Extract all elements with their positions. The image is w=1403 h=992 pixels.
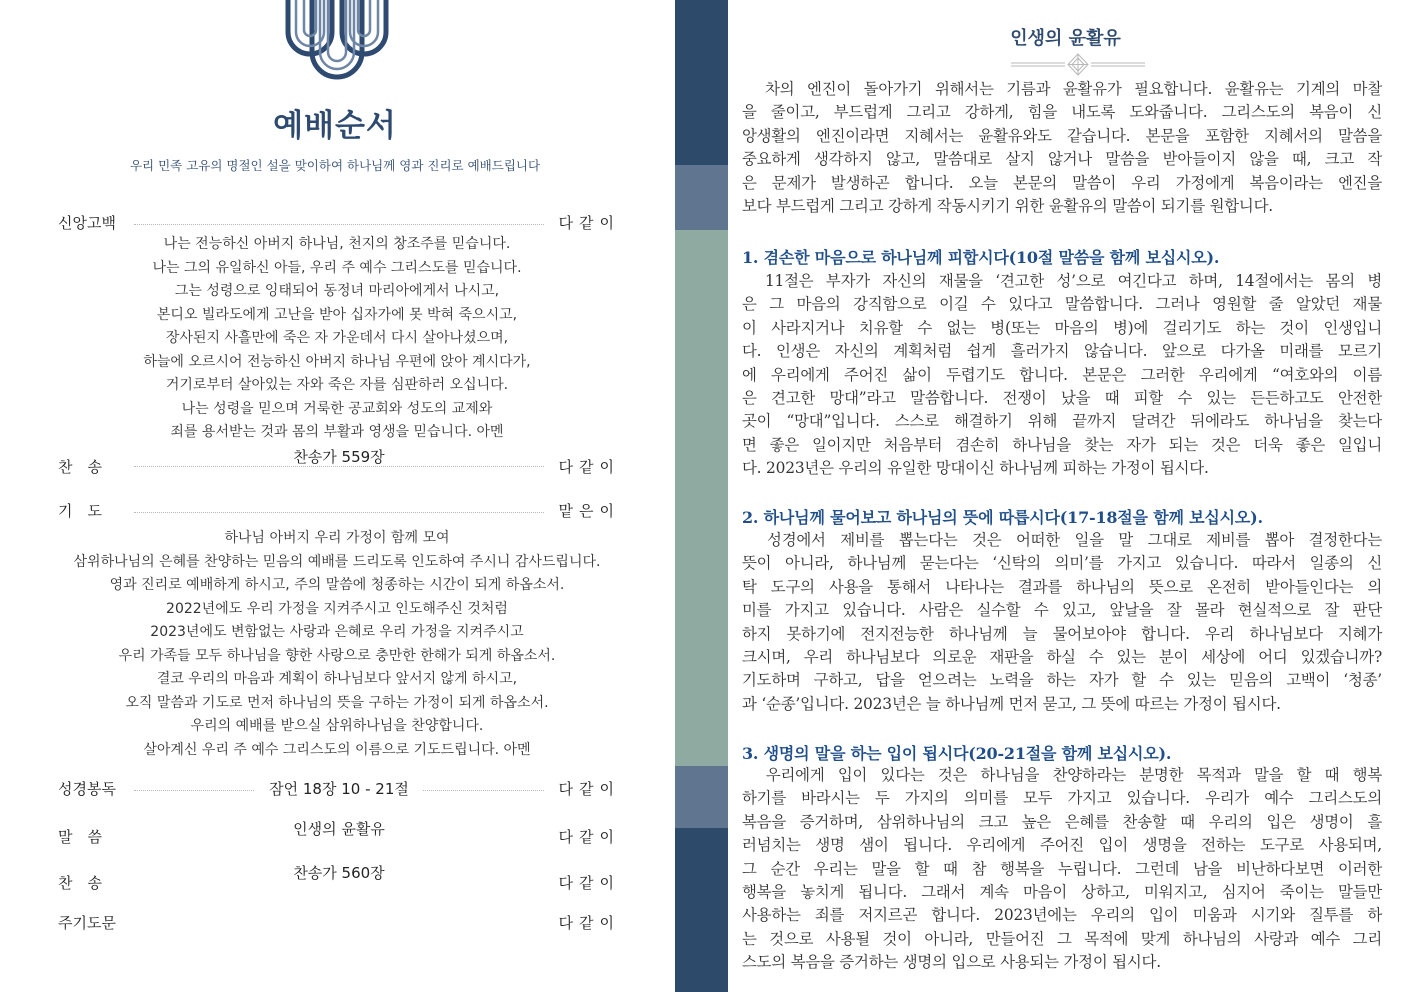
creed-line: 본디오 빌라도에게 고난을 받아 십자가에 못 박혀 죽으시고, [156,306,518,323]
order-item [134,778,544,799]
prayer-line: 2023년에도 변함없는 사랑과 은혜로 우리 가정을 지켜주시고 [150,624,524,640]
order-row-scripture [58,776,620,800]
section-1-heading: 1. 겸손한 마음으로 하나님께 피합시다(10절 말씀을 함께 보십시오). [742,248,1220,267]
order-label: 찬 송 [58,458,102,476]
text-line: 우리에게 입이 있다는 것은 하나님을 찬양하라는 분명한 목적과 말을 할 때 행복 [742,766,1382,784]
apostles-creed [48,233,626,445]
stripe-mid [675,165,728,230]
order-item [134,818,544,839]
text-line: 성경에서 제비를 뽑는다는 것은 어떠한 일을 말 그대로 제비를 뽑아 결정한다는 [742,531,1382,549]
text-line: 하지 못하기에 전지전능한 하나님께 늘 물어보아야 합니다. 우리 하나님보다 지혜가 [742,624,1382,643]
text-line: 스도의 복음을 증거하는 생명의 입으로 사용되는 가정이 됩시다. [742,953,1161,972]
creed-line: 나는 전능하신 아버지 하나님, 천지의 창조주를 믿습니다. [163,236,511,252]
order-leader: 다같이 [558,458,620,476]
creed-line: 그는 성령으로 잉태되어 동정녀 마리아에게서 나시고, [174,283,500,299]
order-row-creed [58,210,620,234]
text-line: 뜻이 아니라, 하나님께 묻는다는 ‘신탁의 의미’를 가지고 있습니다. 따라서 일종의 신 [742,554,1382,573]
order-leader: 맡은이 [558,502,620,520]
creed-line: 장사된지 사흘만에 죽은 자 가운데서 다시 살아나셨으며, [165,330,509,346]
leader-dots [134,512,544,513]
order-label: 말 씀 [58,828,102,846]
text-line: 앙생활의 엔진이라면 지혜서는 윤활유와도 같습니다. 본문을 포함한 지혜서의 말씀을 [742,126,1382,145]
stripe-sage [675,230,728,766]
text-line: 을 줄이고, 부드럽게 그리고 강하게, 힘을 내도록 도와줍니다. 그리스도의 복음이 신 [742,103,1382,122]
order-leader: 다같이 [558,874,620,892]
order-item [134,446,544,467]
order-label: 주기도문 [58,914,116,932]
text-line: 하기를 바라시는 두 가지의 의미를 모두 가지고 있습니다. 우리가 예수 그리스도의 [742,789,1382,808]
prayer-line: 살아계신 우리 주 예수 그리스도의 이름으로 기도드립니다. 아멘 [143,741,531,758]
spine-stripes [675,0,728,992]
prayer-line: 오직 말씀과 기도로 먼저 하나님의 뜻을 구하는 가정이 되게 하옵소서. [125,694,549,711]
text-line: 탁 도구의 사용을 통해서 나타나는 결과를 하나님의 뜻으로 온전히 받아들인다는 의 [742,577,1382,596]
text-line: 미를 가지고 있습니다. 사람은 실수할 수 있고, 앞날을 잘 몰라 현실적으로 잘 판단 [742,601,1382,620]
order-leader: 다같이 [558,214,620,232]
order-row-lords-prayer [58,910,620,934]
creed-line: 나는 성령을 믿으며 거룩한 공교회와 성도의 교제와 [181,400,493,417]
section-3-body [742,764,1382,975]
sermon-heading: 인생의 윤활유 [1010,28,1121,49]
text-line: 은 그 마음의 강직함으로 이길 수 있다고 말씀합니다. 그러나 영원할 줄 알았던 재물 [742,295,1382,314]
hymn-560: 찬송가 560장 [279,864,398,882]
order-row-hymn-560 [58,862,620,892]
prayer-line: 우리 가족들 모두 하나님을 향한 사랑으로 충만한 한해가 되게 하옵소서. [118,647,556,664]
text-line: 은 문제가 발생하곤 합니다. 오늘 본문의 말씀이 우리 가정에게 복음이라는 엔진을 [742,173,1382,192]
hymn-559: 찬송가 559장 [279,448,398,466]
order-leader: 다같이 [558,780,620,798]
worship-subtitle: 우리 민족 고유의 명절인 설을 맞이하여 하나님께 영과 진리로 예배드립니다 [129,158,541,173]
order-of-worship-page [0,0,675,992]
text-line: 은 견고한 망대”라고 말씀합니다. 전쟁이 났을 때 피할 수 있는 든든하고도 안전한 [742,388,1382,407]
leader-dots [134,224,544,225]
prayer-line: 영과 진리로 예배하게 하시고, 주의 말씀에 청종하는 시간이 되게 하옵소서. [109,577,565,593]
creed-line: 거기로부터 살아있는 자와 죽은 자를 심판하러 오십니다. [165,377,509,393]
sermon-title: 인생의 윤활유 [279,820,399,838]
text-line: 보다 부드럽게 그리고 강하게 작동시키기 위한 윤활유의 말씀이 되기를 원합니다. [742,196,1273,215]
text-line: 에 우리에게 주어진 삶이 두렵기도 합니다. 본문은 그러한 우리에게 “여호와의 이름 [742,365,1382,384]
worship-title: 예배순서 [273,108,397,144]
family-prayer [48,527,626,762]
text-line: 중요하게 생각하지 않고, 말씀대로 살지 않거나 말씀을 받아들이지 않을 때, 크고 작 [742,150,1382,169]
prayer-line: 삼위하나님의 은혜를 찬양하는 믿음의 예배를 드리도록 인도하여 주시니 감사드립니다. [73,553,601,570]
text-line: 사용하는 죄를 저지르곤 합니다. 2023년에는 우리의 입이 미움과 시기와 질투를 하 [742,906,1382,925]
text-line: 크시며, 우리 하나님보다 의로운 재판을 하실 수 있는 분이 세상에 어디 있겠습니까? [742,647,1382,666]
stripe-dark [675,828,728,992]
church-logo-icon [282,0,392,84]
scripture-reference: 잠언 18장 10 - 21절 [255,780,423,798]
prayer-line: 하나님 아버지 우리 가정이 함께 모여 [224,530,450,546]
section-2-heading: 2. 하나님께 물어보고 하나님의 뜻에 따릅시다(17-18절을 함께 보십시오). [742,508,1263,527]
order-leader: 다같이 [558,828,620,846]
prayer-line: 2022년에도 우리 가정을 지켜주시고 인도해주신 것처럼 [166,600,508,617]
sermon-page [728,0,1403,992]
order-label: 신앙고백 [58,214,116,232]
section-1-body [742,270,1382,481]
creed-line: 하늘에 오르시어 전능하신 아버지 하나님 우편에 앉아 계시다가, [143,353,531,370]
stripe-dark [675,0,728,165]
text-line: 곳이 “망대”입니다. 스스로 해결하기 위해 끝까지 달려간 뒤에라도 하나님을 찾는다 [742,412,1382,431]
prayer-line: 결코 우리의 마음과 계획이 하나님보다 앞서지 않게 하시고, [156,671,518,687]
text-line: 기도하며 구하고, 답을 얻으려는 노력을 하는 자가 할 수 있는 믿음의 고백이 ‘청종’ [742,671,1382,690]
diamond-ornament-icon [1011,52,1145,76]
order-label: 성경봉독 [58,780,116,798]
order-label: 기 도 [58,502,102,520]
text-line: 복음을 증거하며, 삼위하나님의 크고 높은 은혜를 찬송할 때 우리의 입은 생명이 흘 [742,812,1382,831]
text-line: 다. 인생은 자신의 계획처럼 쉽게 흘러가지 않습니다. 앞으로 다가올 미래를 모르기 [742,342,1382,361]
text-line: 그 순간 우리는 말을 할 때 참 행복을 누립니다. 그런데 남을 비난하다보면 이러한 [742,859,1382,878]
text-line: 다. 2023년은 우리의 유일한 망대이신 하나님께 피하는 가정이 됩시다. [742,459,1209,478]
order-label: 찬 송 [58,874,102,892]
creed-line: 죄를 용서받는 것과 몸의 부활과 영생을 믿습니다. 아멘 [170,424,504,440]
section-3-heading: 3. 생명의 말을 하는 입이 됩시다(20-21절을 함께 보십시오). [742,744,1172,763]
creed-line: 나는 그의 유일하신 아들, 우리 주 예수 그리스도를 믿습니다. [152,259,522,276]
text-line: 는 것으로 사용될 것이 아니라, 만들어진 그 목적에 맞게 하나님의 사랑과 예수 그리 [742,929,1382,948]
text-line: 면 좋은 일이지만 처음부터 겸손히 하나님을 찾는 자가 되는 것은 더욱 좋은 일입니 [742,435,1382,454]
order-row-sermon [58,818,620,846]
text-line: 행복을 놓치게 됩니다. 그래서 계속 마음이 상하고, 미워지고, 심지어 죽이는 말들만 [742,882,1382,901]
order-item [134,862,544,883]
text-line: 러넘치는 생명 샘이 됩니다. 우리에게 주어진 입이 생명을 전하는 도구로 사용되며, [742,836,1382,855]
text-line: 차의 엔진이 돌아가기 위해서는 기름과 윤활유가 필요합니다. 윤활유는 기계의 마찰 [742,80,1382,98]
order-row-hymn-559 [58,446,620,476]
text-line: 11절은 부자가 자신의 재물을 ‘견고한 성’으로 여긴다고 하며, 14절에서는 몸의 병 [742,272,1382,290]
prayer-line: 우리의 예배를 받으실 삼위하나님을 찬양합니다. [190,718,484,734]
sermon-intro [742,78,1382,218]
stripe-mid [675,766,728,828]
text-line: 과 ‘순종’입니다. 2023년은 늘 하나님께 먼저 묻고, 그 뜻에 따르는 가정이 됩시다. [742,694,1281,713]
order-row-prayer [58,498,620,522]
section-2-body [742,529,1382,716]
order-leader: 다같이 [558,914,620,932]
text-line: 이 사라지거나 치유할 수 없는 병(또는 마음의 병)에 걸리기도 하는 것이 인생입니 [742,318,1382,337]
